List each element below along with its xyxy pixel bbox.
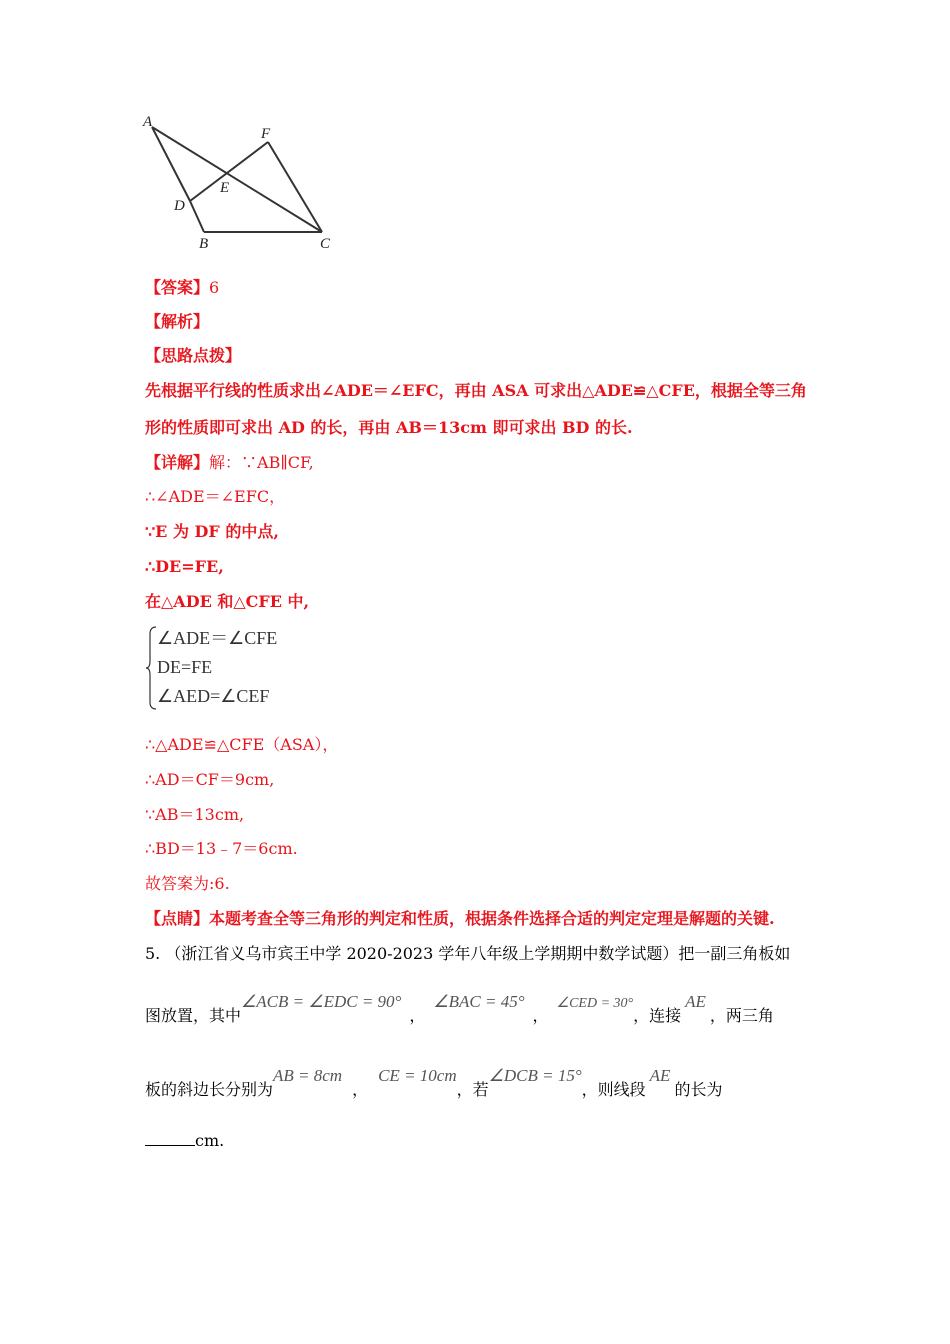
segment-FC (268, 142, 322, 232)
q5-unit: cm. (195, 1131, 225, 1150)
label-A: A (143, 114, 153, 130)
q5-l2-b: ，连接 (633, 1006, 682, 1025)
q5-l3-a: 板的斜边长分别为 (145, 1080, 274, 1099)
q5-l3-d: 的长为 (674, 1080, 723, 1099)
q5-math-ce: CE = 10cm (378, 1066, 457, 1085)
detail-after-3: ∵AB＝13cm, (145, 805, 245, 824)
q5-sep-1: ， (409, 1006, 426, 1025)
detail-after-1: ∴△ADE≌△CFE（ASA）， (145, 735, 339, 754)
segment-DB (190, 201, 204, 232)
label-F: F (261, 126, 271, 142)
q5-math-angles-right: ∠ACB = ∠EDC = 90° (241, 992, 402, 1011)
detail-tag: 【详解】 (145, 453, 210, 472)
q5-math-dcb: ∠DCB = 15° (488, 1066, 582, 1085)
system-eq-1: ∠ADE＝∠CFE (157, 628, 278, 648)
detail-step-2: ∵E 为 DF 的中点, (145, 522, 279, 541)
label-D: D (174, 198, 185, 214)
detail-after-2: ∴AD＝CF＝9cm, (145, 770, 275, 789)
hint-line-2: 形的性质即可求出 AD 的长，再由 AB＝13cm 即可求出 BD 的长. (145, 418, 633, 437)
answer-value: 6 (209, 278, 220, 297)
q5-l2-c: ，两三角 (709, 1006, 774, 1025)
system-eq-2: DE=FE (157, 657, 213, 677)
comment-text: 本题考查全等三角形的判定和性质，根据条件选择合适的判定定理是解题的关键. (209, 909, 775, 928)
analysis-tag: 【解析】 (145, 312, 210, 331)
q5-math-ae-2: AE (649, 1066, 671, 1085)
q5-line-2 (145, 992, 774, 1025)
detail-step-4: 在△ADE 和△CFE 中, (145, 592, 310, 611)
segment-AC (152, 127, 322, 232)
hint-tag: 【思路点拨】 (145, 346, 242, 365)
hint-line-1: 先根据平行线的性质求出∠ADE＝∠EFC，再由 ASA 可求出△ADE≌△CFE，根据全等三角 (145, 381, 807, 400)
answer-line (145, 278, 219, 298)
label-E: E (220, 180, 230, 196)
label-C: C (320, 236, 331, 252)
answer-blank[interactable] (145, 1131, 195, 1146)
detail-after-5: 故答案为:6. (145, 874, 230, 893)
q5-math-ced: ∠CED = 30° (556, 996, 634, 1011)
q5-line-3 (145, 1066, 723, 1099)
answer-tag: 【答案】 (145, 278, 210, 297)
q5-line-4 (145, 1131, 224, 1151)
q5-math-bac: ∠BAC = 45° (433, 992, 525, 1011)
detail-step-1: ∴∠ADE＝∠EFC， (145, 487, 286, 506)
q5-l3-b: ，若 (456, 1080, 489, 1099)
comment-line (145, 909, 775, 929)
label-B: B (199, 236, 209, 252)
q5-sep-2: ， (532, 1006, 549, 1025)
q5-line-1: 5. （浙江省义乌市宾王中学 2020-2023 学年八年级上学期期中数学试题）把一副三角板如 (145, 944, 791, 963)
q5-math-ab: AB = 8cm (273, 1066, 343, 1085)
detail-step-3: ∴DE=FE, (145, 557, 224, 576)
q5-sep-3: ， (352, 1080, 369, 1099)
q5-l2-a: 图放置，其中 (145, 1006, 242, 1025)
detail-first: 解：∵AB∥CF, (209, 453, 314, 472)
detail-after-4: ∴BD＝13﹣7＝6cm. (145, 839, 298, 858)
q5-l3-c: ，则线段 (581, 1080, 646, 1099)
detail-first-line (145, 453, 314, 473)
geometry-figure (140, 110, 350, 255)
comment-tag: 【点睛】 (145, 909, 210, 928)
system-eq-3: ∠AED=∠CEF (157, 686, 270, 706)
q5-math-ae: AE (685, 992, 706, 1011)
